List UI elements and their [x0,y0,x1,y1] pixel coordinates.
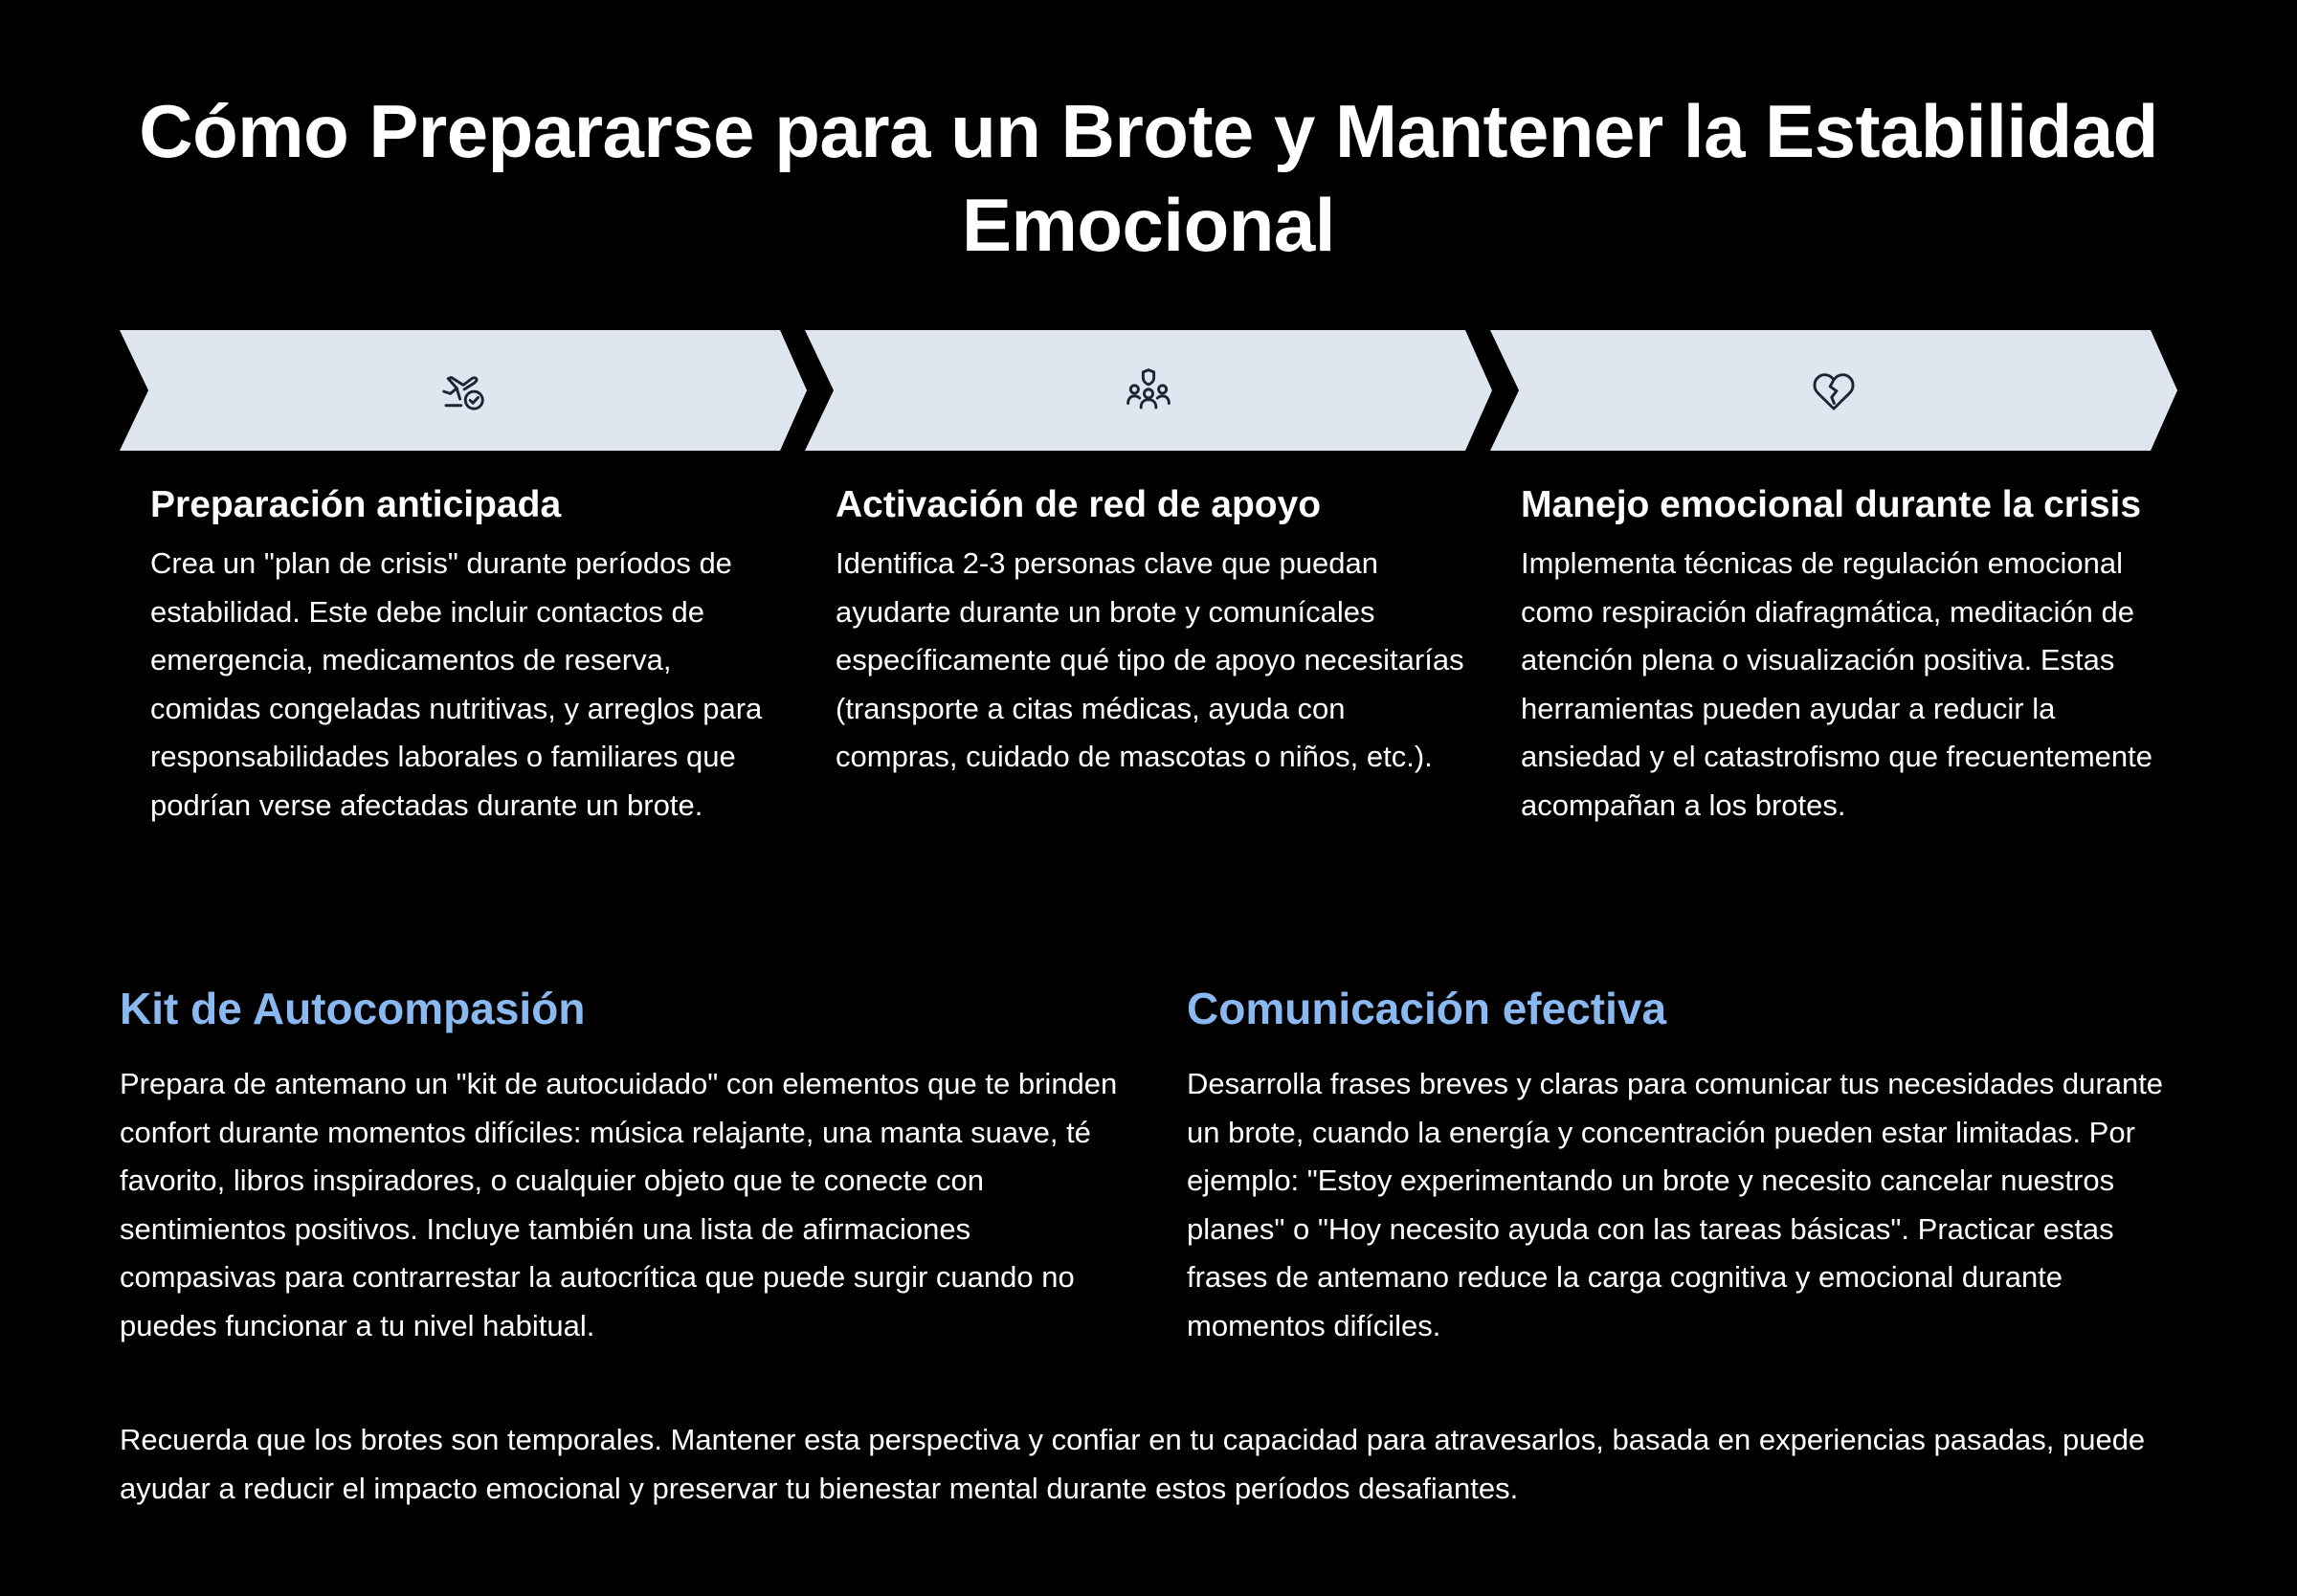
step-title: Preparación anticipada [150,484,562,525]
section-title: Comunicación efectiva [1187,984,1667,1033]
step-1 [150,478,782,830]
closing-paragraph: Recuerda que los brotes son temporales. Mantener esta perspectiva y confiar en tu capacidad para atravesarlos, basada en experiencias pasadas, puede ayudar a reducir el impacto emocional y preservar tu bienestar mental durante estos períodos desafiantes. [120,1423,2146,1505]
section-body: Prepara de antemano un "kit de autocuidado" con elementos que te brinden confort durante momentos difíciles: música relajante, una manta suave, té favorito, libros inspiradores, o cualquier objeto que te conecte con sentimientos positivos. Incluye también una lista de afirmaciones compasivas para contrarrestar la autocrítica que puede surgir cuando no puedes funcionar a tu nivel habitual. [120,1067,1118,1342]
step-description: Crea un "plan de crisis" durante períodos de estabilidad. Este debe incluir contactos de emergencia, medicamentos de reserva, comidas congeladas nutritivas, y arreglos para responsabilidades laborales o familiares que podrían verse afectadas durante un brote. [150,546,763,822]
section-title: Kit de Autocompasión [120,984,586,1033]
airplane-check-icon [437,365,489,416]
step-3 [1521,478,2152,830]
broken-heart-icon [1808,365,1860,416]
step-chevron-3 [1490,330,2177,451]
step-chevron-2 [805,330,1492,451]
step-title: Manejo emocional durante la crisis [1521,484,2142,525]
step-description: Identifica 2-3 personas clave que puedan ayudarte durante un brote y comunícales específicamente qué tipo de apoyo necesitarías (transporte a citas médicas, ayuda con compras, cuidado de mascotas o niños, etc.). [836,546,1464,773]
step-2 [836,478,1467,782]
step-description: Implementa técnicas de regulación emocional como respiración diafragmática, meditación de atención plena o visualización positiva. Estas herramientas pueden ayudar a reducir la ansiedad y el catastrofismo que frecuentemente acompañan a los brotes. [1521,546,2152,822]
process-steps [120,330,2177,454]
people-shield-icon [1123,365,1174,416]
step-title: Activación de red de apoyo [836,484,1322,525]
section-effective-communication [1187,978,2192,1350]
page-title: Cómo Prepararse para un Brote y Mantener la Estabilidad Emocional [139,89,2158,267]
section-body: Desarrolla frases breves y claras para comunicar tus necesidades durante un brote, cuando la energía y concentración pueden estar limitadas. Por ejemplo: "Estoy experimentando un brote y necesito cancelar nuestros planes" o "Hoy necesito ayuda con las tareas básicas". Practicar estas frases de antemano reduce la carga cognitiva y emocional durante momentos difíciles. [1187,1067,2164,1342]
section-self-compassion-kit [120,978,1125,1350]
step-chevron-1 [120,330,807,451]
